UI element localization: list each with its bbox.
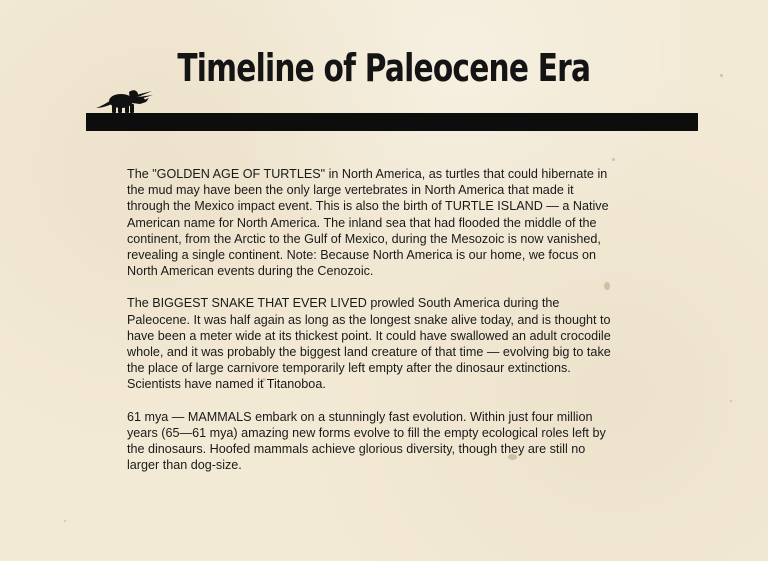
paragraph-mammals: 61 mya — MAMMALS embark on a stunningly fast evolution. Within just four million years (65—61 mya) amazing new forms evolve to fill the empty ecological roles left by the dinosaurs. Hoofed mammals achieve glorious diversity, though they are still no larger than dog-size. <box>127 409 606 473</box>
triceratops-icon <box>96 86 154 114</box>
paper-speck <box>730 400 732 402</box>
page-title: Timeline of Paleocene Era <box>177 46 591 90</box>
paper-speck <box>612 158 615 161</box>
paragraph-turtles: The "GOLDEN AGE OF TURTLES" in North America, as turtles that could hibernate in the mud may have been the only large vertebrates in North America that made it through the Mexico impact event. This is also the birth of TURTLE ISLAND — a Native American name for North America. The inland sea that had flooded the middle of the continent, from the Arctic to the Gulf of Mexico, during the Mesozoic is now vanished, revealing a single continent. Note: Because North America is our home, we focus on North American events during the Cenozoic. <box>127 167 609 279</box>
paper-speck <box>720 74 723 77</box>
article-body <box>127 166 615 489</box>
paragraph-titanoboa: The BIGGEST SNAKE THAT EVER LIVED prowled South America during the Paleocene. It was half again as long as the longest snake alive today, and is thought to have been a meter wide at its thickest point. It could have swallowed an adult crocodile whole, and it was probably the biggest land creature of that time — evolving big to take the place of large carnivore temporarily left empty after the dinosaur extinctions. Scientists have named it Titanoboa. <box>127 296 611 392</box>
paper-speck <box>64 520 66 522</box>
header-bar <box>86 113 698 131</box>
